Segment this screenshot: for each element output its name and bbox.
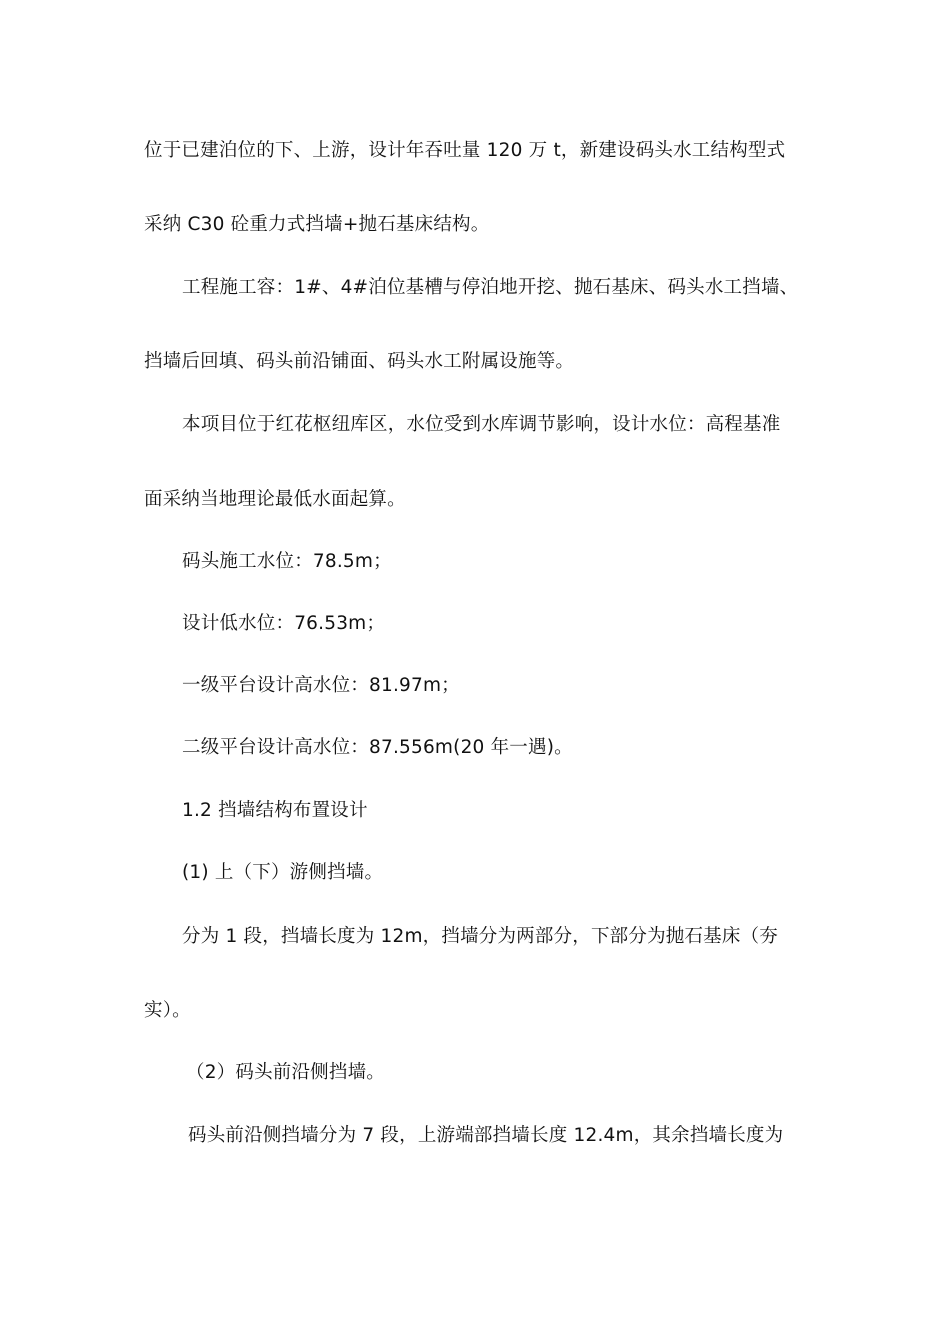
water-level-construction: 码头施工水位：78.5m； — [182, 551, 392, 572]
paragraph-line-construction-content: 工程施工容：1#、4#泊位基槽与停泊地开挖、抛石基床、码头水工挡墙、 — [182, 277, 799, 298]
subsection-heading-side-wall: (1) 上（下）游侧挡墙。 — [182, 862, 384, 883]
paragraph-line-front-wall-description: 码头前沿侧挡墙分为 7 段，上游端部挡墙长度 12.4m，其余挡墙长度为 — [188, 1125, 784, 1146]
paragraph-line-construction-content-cont: 挡墙后回填、码头前沿铺面、码头水工附属设施等。 — [144, 351, 575, 372]
water-level-design-low: 设计低水位：76.53m； — [182, 613, 386, 634]
subsection-heading-front-wall: （2）码头前沿侧挡墙。 — [186, 1062, 385, 1083]
paragraph-line-berth-location: 位于已建泊位的下、上游，设计年吞吐量 120 万 t，新建设码头水工结构型式 — [144, 140, 786, 161]
paragraph-line-structure-type: 采纳 C30 砼重力式挡墙+抛石基床结构。 — [144, 214, 490, 235]
water-level-platform-2: 二级平台设计高水位：87.556m(20 年一遇)。 — [182, 737, 573, 758]
section-heading-retaining-wall-layout: 1.2 挡墙结构布置设计 — [182, 800, 368, 821]
water-level-platform-1: 一级平台设计高水位：81.97m； — [182, 675, 460, 696]
paragraph-line-side-wall-description-cont: 实）。 — [144, 1000, 191, 1021]
paragraph-line-water-level-intro: 本项目位于红花枢纽库区，水位受到水库调节影响，设计水位：高程基准 — [182, 414, 781, 435]
paragraph-line-side-wall-description: 分为 1 段，挡墙长度为 12m，挡墙分为两部分，下部分为抛石基床（夯 — [182, 926, 778, 947]
paragraph-line-water-level-datum: 面采纳当地理论最低水面起算。 — [144, 489, 406, 510]
